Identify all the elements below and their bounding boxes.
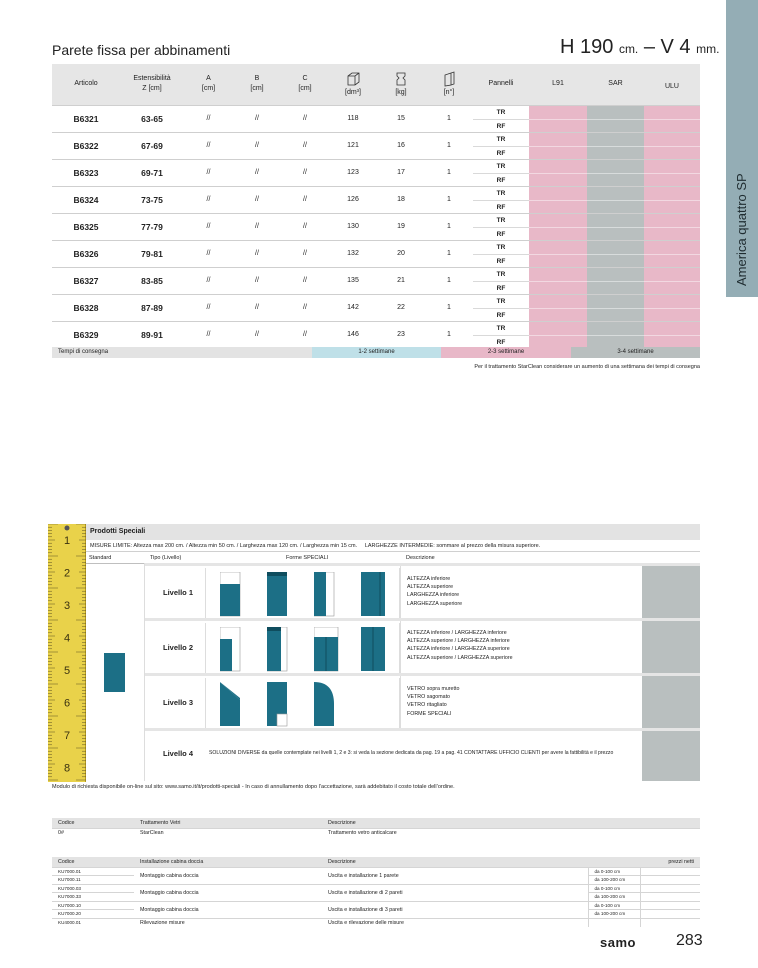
cell-pannelli: [473, 267, 529, 294]
height-value: H 190: [560, 36, 614, 58]
level-label: Livello 2: [163, 643, 194, 652]
dims-separator: –: [643, 36, 655, 58]
pannello-rf: RF: [473, 308, 529, 321]
table-row: [52, 867, 700, 876]
col-ulu: ULU: [644, 64, 700, 105]
delivery-label: Tempi di consegna: [58, 349, 109, 355]
delivery-note: Per il trattamento StarClean considerare un aumento di una settimana dei tempi di consegna: [474, 364, 700, 370]
delivery-times-bar: [52, 347, 700, 358]
pannello-tr: TR: [496, 270, 506, 278]
description-line: FORME SPECIALI: [407, 710, 452, 717]
cell-weight: 21: [377, 267, 425, 294]
cell-pannelli: [473, 213, 529, 240]
cell-sar-price: [587, 213, 644, 240]
product-table: [52, 64, 700, 348]
description-line: ALTEZZA inferiore / LARGHEZZA superiore: [407, 646, 510, 653]
pannello-rf: RF: [473, 281, 529, 294]
cell-articolo: B6327: [52, 267, 120, 294]
page-title: Parete fissa per abbinamenti: [52, 42, 231, 58]
cell-ulu-price: [644, 186, 700, 213]
col-estensibilita: Estensibilità Z [cm]: [120, 64, 184, 105]
cell-a: //: [184, 213, 233, 240]
install-range: da 100-200 cm: [588, 910, 640, 919]
install-code: KU7000.20: [52, 910, 134, 919]
cell-ulu-price: [644, 267, 700, 294]
level-description: [407, 685, 459, 718]
cell-a: //: [184, 321, 233, 348]
cell-b: //: [233, 321, 281, 348]
cell-b: //: [233, 159, 281, 186]
inst-col-prezzi: prezzi netti: [640, 857, 700, 867]
special-shape: [314, 682, 340, 732]
install-desc: Uscita e installazione 1 parete: [322, 867, 588, 884]
cell-c: //: [281, 105, 329, 132]
pannello-rf: RF: [473, 173, 529, 186]
cell-pannelli: [473, 159, 529, 186]
description-line: LARGHEZZA superiore: [407, 600, 463, 607]
install-range: [588, 918, 640, 927]
pannello-rf: RF: [473, 200, 529, 213]
install-price: [640, 910, 700, 919]
pannello-rf: RF: [473, 227, 529, 240]
cell-b: //: [233, 132, 281, 159]
cell-articolo: B6325: [52, 213, 120, 240]
install-range: da 0-100 cm: [588, 901, 640, 910]
cell-pannelli: [473, 240, 529, 267]
height-unit: cm.: [618, 42, 639, 56]
box-volume-icon: [345, 71, 361, 87]
cell-weight: 22: [377, 294, 425, 321]
cell-sar-price: [587, 132, 644, 159]
col-volume: [dm³]: [329, 64, 377, 105]
cell-l91-price: [529, 132, 587, 159]
cell-weight: 16: [377, 132, 425, 159]
special-shape: [314, 572, 340, 622]
level-row: [145, 618, 700, 673]
speciali-title: Prodotti Speciali: [86, 524, 700, 540]
glass-value: V 4: [660, 36, 691, 58]
description-line: VETRO sagomato: [407, 694, 450, 701]
level-price-cell: [642, 731, 700, 781]
ruler-number: 2: [63, 567, 71, 580]
pannello-rf: RF: [473, 335, 529, 348]
cell-volume: 126: [329, 186, 377, 213]
pannello-tr: TR: [496, 189, 506, 197]
cell-volume: 118: [329, 105, 377, 132]
table-row: [52, 159, 700, 186]
cell-ulu-price: [644, 321, 700, 348]
install-price: [640, 893, 700, 902]
install-code: KU7000.10: [52, 901, 134, 910]
table-row: [52, 321, 700, 348]
special-shape: [361, 627, 387, 677]
level-description: SOLUZIONI DIVERSE da quelle contemplate nei livelli 1, 2 e 3: si veda la sezione dedicata da pag. 19 a pag. 41 CONTATTARE UFFICIO CLIENTI per avere la fattibilità e il prezzo: [209, 750, 614, 756]
cell-weight: 15: [377, 105, 425, 132]
modulo-note: Modulo di richiesta disponibile on-line sul sito: www.samo.it/it/prodotti-speciali - In caso di annullamento dopo l’accettazione, sarà addebitato il costo totale dell’ordine.: [52, 784, 455, 790]
delivery-2-3-weeks: 2-3 settimane: [441, 347, 571, 358]
ruler-number: 1: [63, 535, 71, 547]
cell-pieces: 1: [425, 105, 473, 132]
table-row: [52, 105, 700, 132]
section-side-tab-label: America quattro SP: [734, 173, 749, 286]
install-price: [640, 901, 700, 910]
cell-ulu-price: [644, 213, 700, 240]
install-name: Montaggio cabina doccia: [134, 901, 322, 918]
cell-pannelli: [473, 186, 529, 213]
col-b: B [cm]: [233, 64, 281, 105]
ruler-number: 3: [63, 600, 71, 612]
cell-a: //: [184, 132, 233, 159]
cell-c: //: [281, 294, 329, 321]
pannello-rf: RF: [473, 146, 529, 159]
cell-a: //: [184, 105, 233, 132]
pannello-tr: TR: [496, 135, 506, 143]
cell-estensibilita: 79-81: [120, 240, 184, 267]
cell-weight: 19: [377, 213, 425, 240]
install-price: [640, 884, 700, 893]
table-header-row: [52, 64, 700, 105]
cell-c: //: [281, 159, 329, 186]
col-forme: Forme SPECIALI: [286, 555, 329, 561]
cell-estensibilita: 77-79: [120, 213, 184, 240]
col-tipo: Tipo (Livello): [150, 555, 182, 561]
inst-col-installazione: Installazione cabina doccia: [134, 857, 322, 867]
col-sar: SAR: [587, 64, 644, 105]
cell-pieces: 1: [425, 132, 473, 159]
section-side-tab: [726, 0, 758, 297]
cell-b: //: [233, 186, 281, 213]
cell-articolo: B6321: [52, 105, 120, 132]
description-line: ALTEZZA superiore / LARGHEZZA inferiore: [407, 638, 510, 645]
col-descrizione: Descrizione: [406, 555, 435, 561]
special-shape: [267, 572, 293, 622]
col-pieces: [n°]: [425, 64, 473, 105]
cell-pieces: 1: [425, 186, 473, 213]
cell-pannelli: [473, 105, 529, 132]
install-desc: Uscita e installazione di 2 pareti: [322, 884, 588, 901]
cell-c: //: [281, 321, 329, 348]
install-code: KU4000.01: [52, 918, 134, 927]
cell-c: //: [281, 240, 329, 267]
cell-l91-price: [529, 105, 587, 132]
cell-pieces: 1: [425, 267, 473, 294]
cell-sar-price: [587, 240, 644, 267]
cell-c: //: [281, 132, 329, 159]
cell-c: //: [281, 186, 329, 213]
cell-pieces: 1: [425, 240, 473, 267]
cell-l91-price: [529, 321, 587, 348]
tratt-col-codice: Codice: [52, 818, 134, 828]
inst-col-descrizione: Descrizione: [322, 857, 588, 867]
cell-b: //: [233, 240, 281, 267]
install-range: da 0-100 cm: [588, 884, 640, 893]
ruler-hook: [65, 526, 70, 531]
cell-articolo: B6329: [52, 321, 120, 348]
cell-ulu-price: [644, 159, 700, 186]
tratt-name: StarClean: [134, 828, 322, 837]
cell-pieces: 1: [425, 321, 473, 348]
panels-count-icon: [441, 71, 457, 87]
delivery-1-2-weeks: 1-2 settimane: [312, 347, 441, 358]
description-line: VETRO ritagliato: [407, 702, 447, 709]
table-row: [52, 267, 700, 294]
ruler-ticks: [48, 524, 86, 782]
level-price-cell: [642, 566, 700, 618]
level-price-cell: [642, 676, 700, 728]
cell-estensibilita: 63-65: [120, 105, 184, 132]
cell-estensibilita: 89-91: [120, 321, 184, 348]
cell-pieces: 1: [425, 159, 473, 186]
cell-weight: 20: [377, 240, 425, 267]
install-name: Montaggio cabina doccia: [134, 867, 322, 884]
install-price: [640, 876, 700, 885]
description-line: ALTEZZA superiore: [407, 584, 454, 591]
cell-a: //: [184, 240, 233, 267]
level-price-cell: [642, 621, 700, 673]
intermedie-text: sommare al prezzo della misura superiore.: [436, 543, 541, 549]
cell-c: //: [281, 267, 329, 294]
level-description: [407, 629, 513, 662]
table-row: [52, 901, 700, 910]
cell-sar-price: [587, 267, 644, 294]
pannello-tr: TR: [496, 297, 506, 305]
cell-sar-price: [587, 159, 644, 186]
col-l91: L91: [529, 64, 587, 105]
cell-volume: 132: [329, 240, 377, 267]
cell-pannelli: [473, 132, 529, 159]
install-desc: Uscita e installazione di 3 pareti: [322, 901, 588, 918]
cell-b: //: [233, 267, 281, 294]
cell-estensibilita: 69-71: [120, 159, 184, 186]
cell-a: //: [184, 186, 233, 213]
description-line: ALTEZZA inferiore / LARGHEZZA inferiore: [407, 630, 507, 636]
tratt-code: 0#: [52, 828, 134, 837]
table-row: [52, 132, 700, 159]
cell-volume: 135: [329, 267, 377, 294]
cell-articolo: B6324: [52, 186, 120, 213]
cell-a: //: [184, 159, 233, 186]
cell-weight: 17: [377, 159, 425, 186]
table-row: [52, 213, 700, 240]
cell-weight: 18: [377, 186, 425, 213]
install-range: da 100-200 cm: [588, 876, 640, 885]
cell-volume: 146: [329, 321, 377, 348]
pannello-tr: TR: [496, 216, 506, 224]
install-desc: Uscita e rilevazione delle misure: [322, 918, 588, 927]
cell-l91-price: [529, 240, 587, 267]
intermedie-label: LARGHEZZE INTERMEDIE:: [364, 543, 435, 549]
cell-estensibilita: 87-89: [120, 294, 184, 321]
cell-sar-price: [587, 321, 644, 348]
forme-speciali-shapes: [205, 678, 400, 728]
measuring-tape-ruler: [48, 524, 86, 782]
delivery-3-4-weeks: 3-4 settimane: [571, 347, 700, 358]
cell-articolo: B6326: [52, 240, 120, 267]
table-row: [52, 240, 700, 267]
cell-volume: 142: [329, 294, 377, 321]
description-line: VETRO sopra muretto: [407, 686, 460, 692]
ruler-number: 6: [63, 697, 71, 710]
limits-label: MISURE LIMITE:: [90, 543, 133, 549]
col-articolo: Articolo: [52, 64, 120, 105]
cell-ulu-price: [644, 105, 700, 132]
cell-estensibilita: 83-85: [120, 267, 184, 294]
ruler-number: 4: [63, 632, 71, 645]
cell-sar-price: [587, 294, 644, 321]
cell-sar-price: [587, 105, 644, 132]
cell-weight: 23: [377, 321, 425, 348]
inst-col-codice: Codice: [52, 857, 134, 867]
cell-sar-price: [587, 186, 644, 213]
glass-unit: mm.: [696, 42, 720, 56]
cell-articolo: B6323: [52, 159, 120, 186]
pannello-tr: TR: [496, 324, 506, 332]
forme-speciali-shapes: [205, 623, 400, 673]
pannello-tr: TR: [496, 162, 506, 170]
ruler-number: 7: [63, 730, 71, 742]
pannello-tr: TR: [496, 243, 506, 251]
table-row: [52, 918, 700, 927]
install-price: [640, 867, 700, 876]
install-range: da 0-100 cm: [588, 867, 640, 876]
cell-ulu-price: [644, 132, 700, 159]
cell-b: //: [233, 105, 281, 132]
cell-b: //: [233, 213, 281, 240]
cell-pannelli: [473, 321, 529, 348]
tratt-col-descrizione: Descrizione: [322, 818, 700, 828]
installazione-table: [52, 857, 700, 927]
special-shape: [267, 682, 293, 732]
level-label: Livello 3: [163, 698, 194, 707]
col-c: C [cm]: [281, 64, 329, 105]
cell-c: //: [281, 213, 329, 240]
special-shape: [267, 627, 293, 677]
col-pannelli: Pannelli: [473, 64, 529, 105]
standard-column: [86, 563, 145, 781]
level-row: [145, 728, 700, 781]
level-label: Livello 1: [163, 588, 194, 597]
cell-volume: 121: [329, 132, 377, 159]
description-line: ALTEZZA superiore / LARGHEZZA superiore: [407, 654, 513, 661]
table-row: [52, 294, 700, 321]
install-name: Montaggio cabina doccia: [134, 884, 322, 901]
cell-l91-price: [529, 186, 587, 213]
special-shape: [220, 627, 246, 677]
cell-a: //: [184, 294, 233, 321]
limits-text: Altezza max 200 cm. / Altezza min 50 cm. / Larghezza max 120 cm. / Larghezza min 15 cm.: [133, 543, 358, 549]
page-number: 283: [676, 932, 703, 949]
install-code: KU7000.33: [52, 893, 134, 902]
cell-pannelli: [473, 294, 529, 321]
level-row: [145, 563, 700, 618]
pannello-tr: TR: [496, 108, 506, 116]
ruler-number: 8: [63, 762, 71, 775]
cell-estensibilita: 67-69: [120, 132, 184, 159]
tratt-col-trattamento: Trattamento Vetri: [134, 818, 322, 828]
speciali-limits: [86, 541, 700, 552]
install-code: KU7000.01: [52, 867, 134, 876]
install-code: KU7000.11: [52, 876, 134, 885]
level-description: [407, 575, 462, 608]
cell-l91-price: [529, 213, 587, 240]
cell-a: //: [184, 267, 233, 294]
special-shape: [361, 572, 387, 622]
install-code: KU7000.03: [52, 884, 134, 893]
cell-ulu-price: [644, 240, 700, 267]
cell-l91-price: [529, 294, 587, 321]
table-row: [52, 884, 700, 893]
cell-pieces: 1: [425, 213, 473, 240]
col-a: A [cm]: [184, 64, 233, 105]
brand-logo: samo: [600, 935, 636, 950]
level-label: Livello 4: [163, 749, 194, 758]
col-standard: Standard: [89, 555, 112, 561]
tratt-desc: Trattamento vetro anticalcare: [322, 828, 700, 837]
cell-volume: 123: [329, 159, 377, 186]
cell-estensibilita: 73-75: [120, 186, 184, 213]
pannello-rf: RF: [473, 119, 529, 132]
special-shape: [314, 627, 340, 677]
trattamenti-table: [52, 818, 700, 837]
special-shape: [220, 682, 246, 732]
install-name: Rilevazione misure: [134, 918, 322, 927]
cell-articolo: B6328: [52, 294, 120, 321]
ruler-number: 5: [63, 665, 71, 677]
description-line: ALTEZZA inferiore: [407, 576, 451, 582]
cell-pieces: 1: [425, 294, 473, 321]
cell-volume: 130: [329, 213, 377, 240]
dimensions-heading: [560, 36, 719, 59]
col-weight: [kg]: [377, 64, 425, 105]
install-price: [640, 918, 700, 927]
table-row: [52, 186, 700, 213]
install-range: da 100-200 cm: [588, 893, 640, 902]
table-row: [52, 828, 700, 837]
cell-ulu-price: [644, 294, 700, 321]
cell-l91-price: [529, 159, 587, 186]
cell-l91-price: [529, 267, 587, 294]
weight-icon: [393, 71, 409, 87]
cell-b: //: [233, 294, 281, 321]
level-row: [145, 673, 700, 728]
description-line: LARGHEZZA inferiore: [407, 592, 460, 599]
pannello-rf: RF: [473, 254, 529, 267]
cell-articolo: B6322: [52, 132, 120, 159]
forme-speciali-shapes: [205, 568, 400, 618]
special-shape: [220, 572, 246, 622]
